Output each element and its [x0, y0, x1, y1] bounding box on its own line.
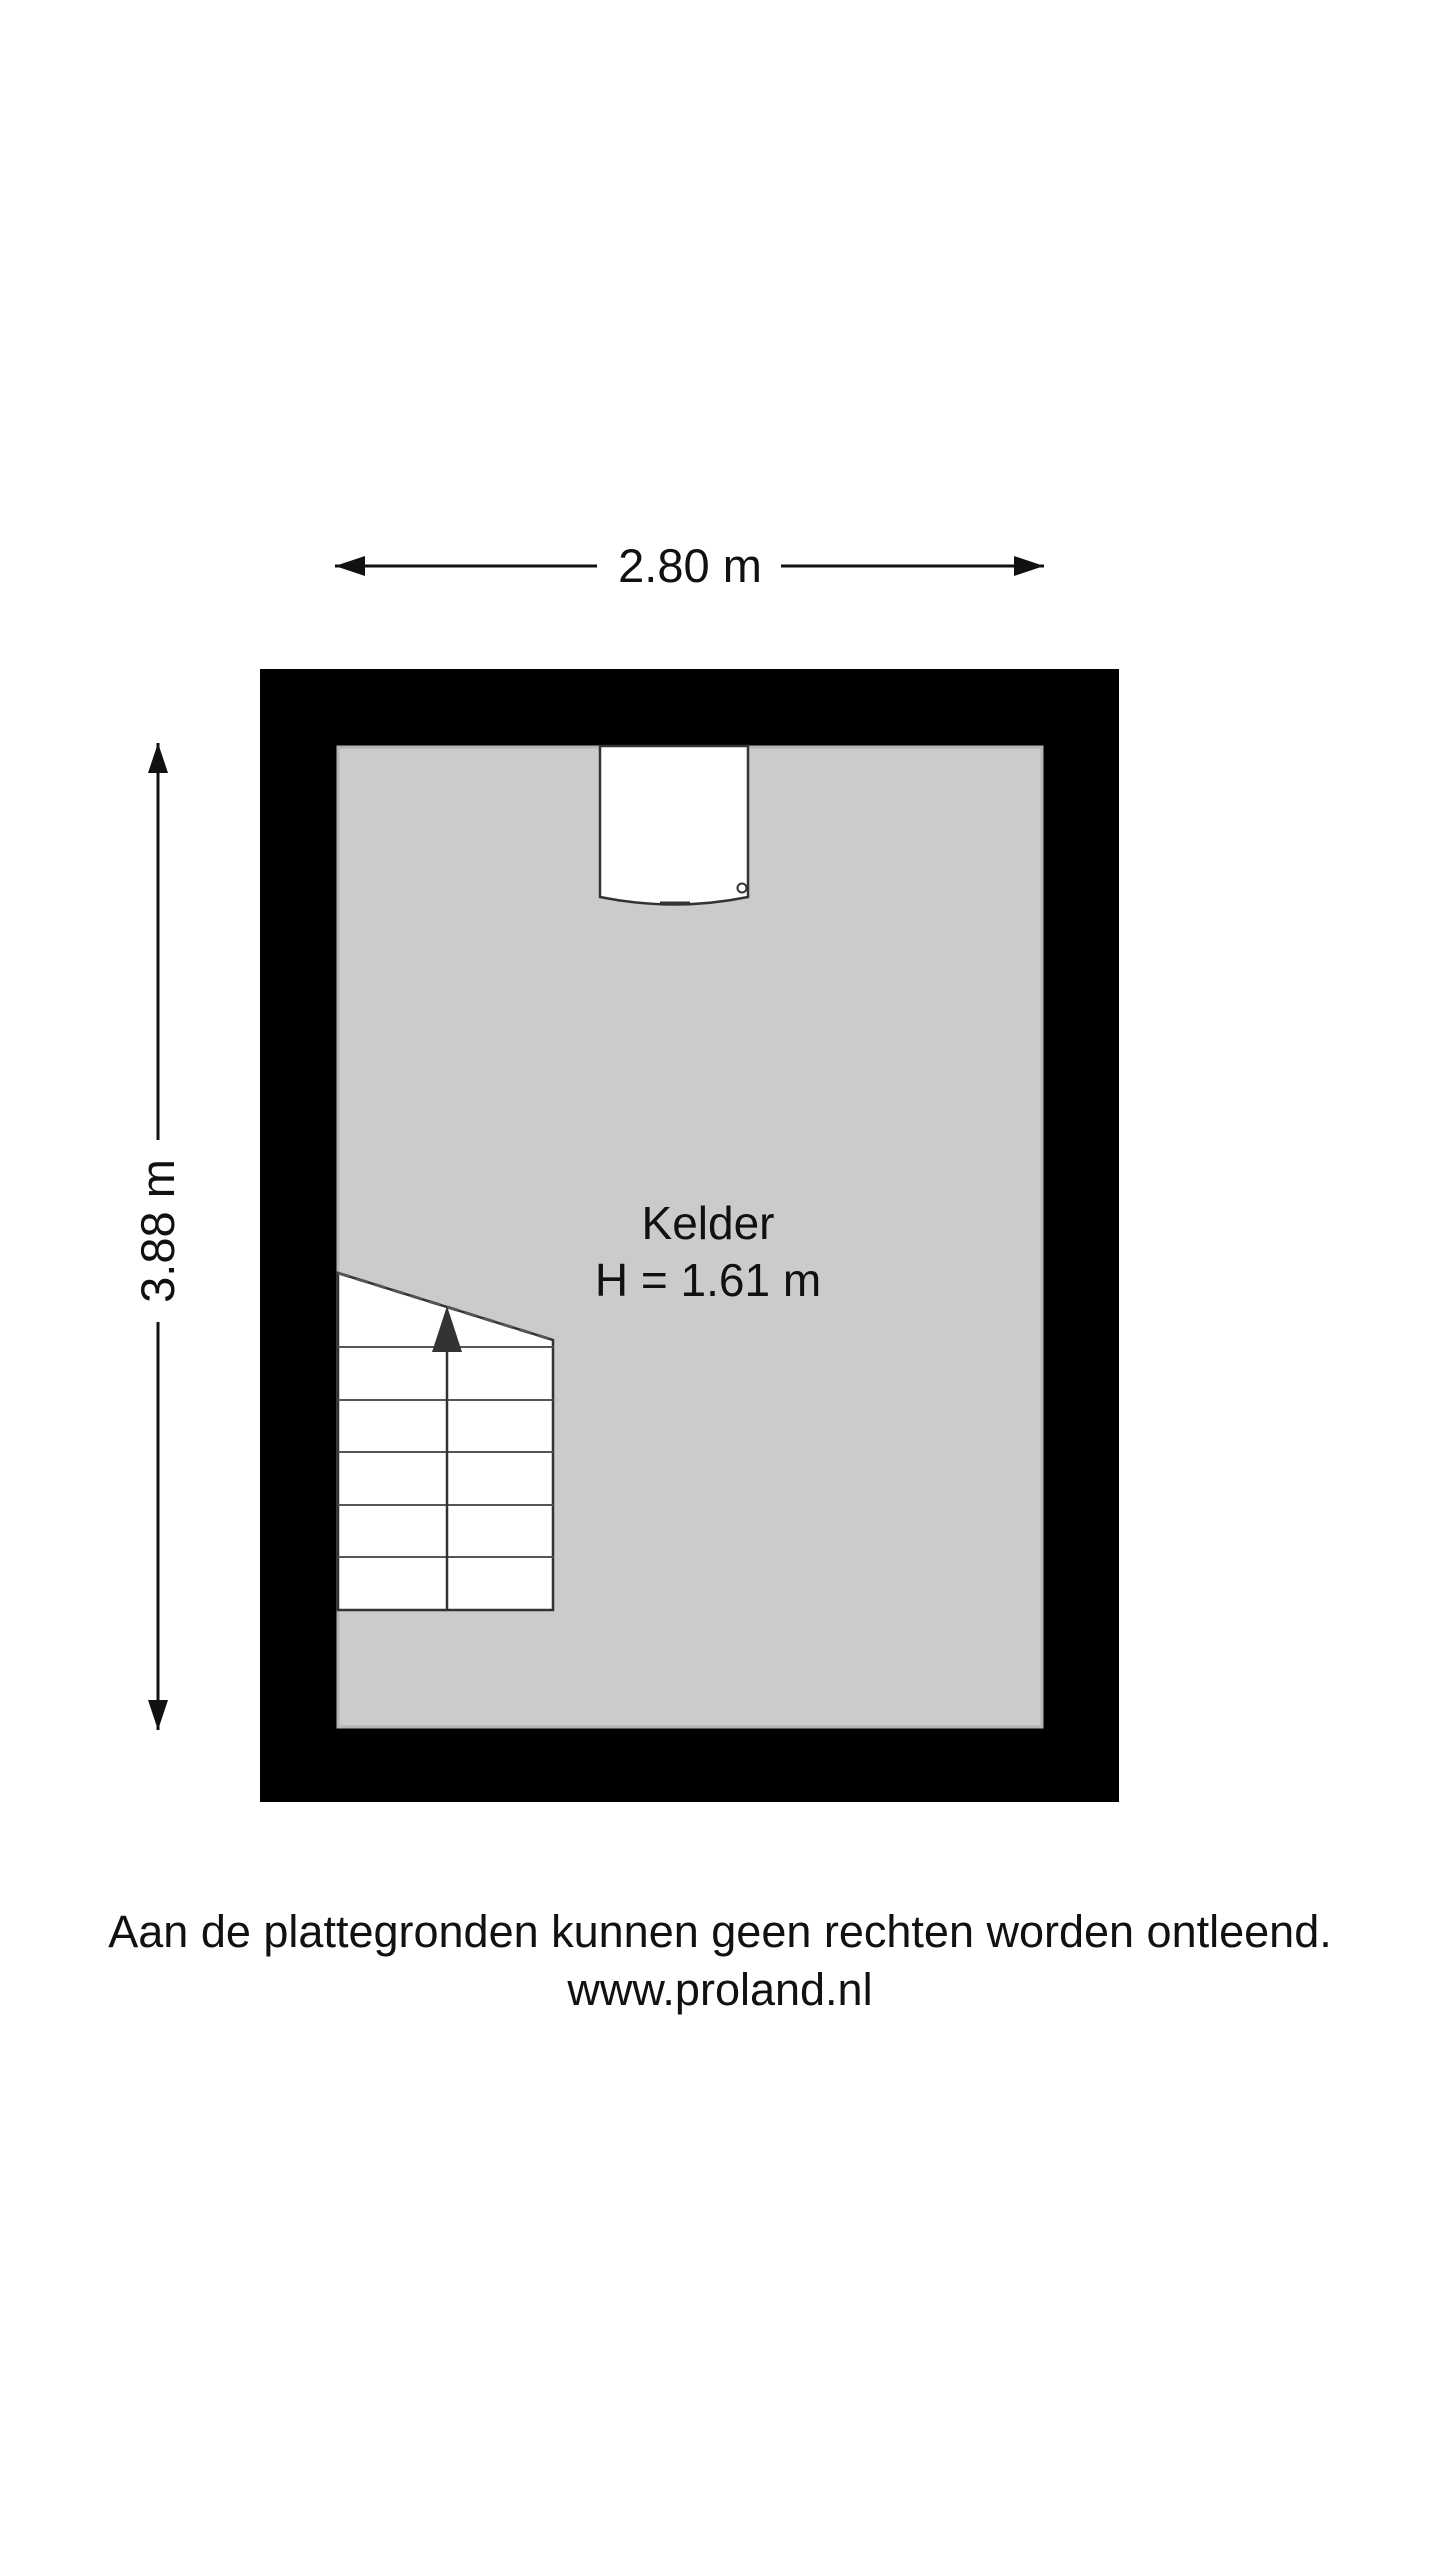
room-name: Kelder	[641, 1197, 775, 1249]
wall-cabinet-body	[600, 746, 748, 905]
depth-dimension	[131, 743, 184, 1730]
width-dimension-label: 2.80 m	[618, 539, 762, 592]
website-link[interactable]: www.proland.nl	[567, 1964, 873, 2015]
disclaimer-text: Aan de plattegronden kunnen geen rechten worden ontleend.	[108, 1906, 1332, 1957]
wall-cabinet-knob	[738, 884, 747, 893]
wall-cabinet	[600, 746, 748, 905]
depth-dimension-label: 3.88 m	[131, 1159, 184, 1303]
width-dimension	[335, 539, 1044, 592]
room-height: H = 1.61 m	[594, 1254, 822, 1306]
